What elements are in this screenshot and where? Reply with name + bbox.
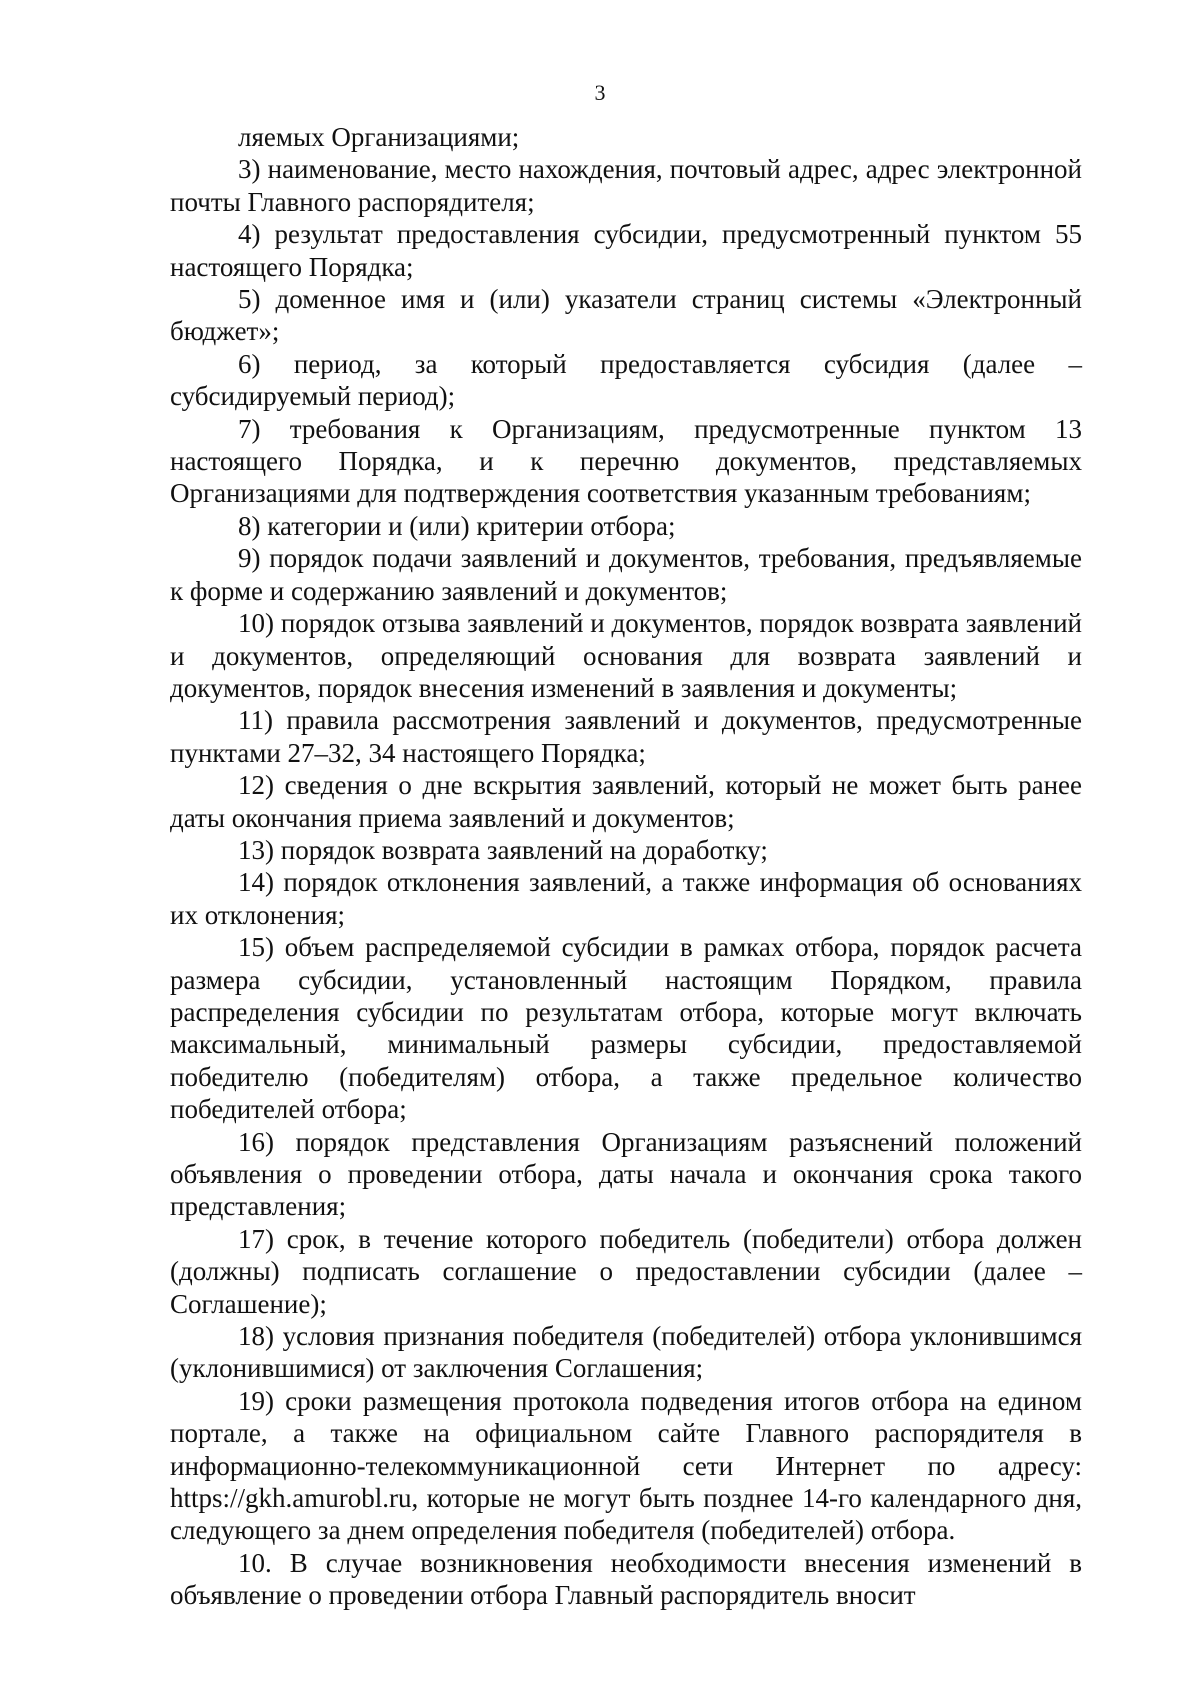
list-item-12: 12) сведения о дне вскрытия заявлений, который не может быть ранее даты окончания приема заявлений и документов; bbox=[170, 770, 1082, 833]
document-body bbox=[170, 121, 1082, 1612]
list-item-11: 11) правила рассмотрения заявлений и документов, предусмотренные пунктами 27–32, 34 настоящего Порядка; bbox=[170, 705, 1082, 768]
list-item-17: 17) срок, в течение которого победитель (победители) отбора должен (должны) подписать соглашение о предоставлении субсидии (далее – Соглашение); bbox=[170, 1223, 1082, 1319]
list-item-18: 18) условия признания победителя (победителей) отбора уклонившимся (уклонившимися) от заключения Соглашения; bbox=[170, 1321, 1082, 1384]
list-item-7: 7) требования к Организациям, предусмотренные пунктом 13 настоящего Порядка, и к перечню документов, представляемых Организациями для подтверждения соответствия указанным требованиям; bbox=[170, 413, 1082, 509]
list-item-9: 9) порядок подачи заявлений и документов, требования, предъявляемые к форме и содержанию заявлений и документов; bbox=[170, 543, 1082, 606]
list-item-3: 3) наименование, место нахождения, почтовый адрес, адрес электронной почты Главного распорядителя; bbox=[170, 154, 1082, 217]
list-item-6: 6) период, за который предоставляется субсидия (далее – субсидируемый период); bbox=[170, 348, 1082, 412]
paragraph-continuation: ляемых Организациями; bbox=[238, 122, 520, 152]
list-item-14: 14) порядок отклонения заявлений, а также информация об основаниях их отклонения; bbox=[170, 867, 1082, 930]
section-10-paragraph: 10. В случае возникновения необходимости внесения изменений в объявление о проведении отбора Главный распорядитель вносит bbox=[170, 1547, 1082, 1611]
list-item-16: 16) порядок представления Организациям разъяснений положений объявления о проведении отбора, даты начала и окончания срока такого представления; bbox=[170, 1126, 1082, 1222]
list-item-13: 13) порядок возврата заявлений на доработку; bbox=[238, 834, 768, 865]
list-item-4: 4) результат предоставления субсидии, предусмотренный пунктом 55 настоящего Порядка; bbox=[170, 219, 1082, 282]
list-item-8: 8) категории и (или) критерии отбора; bbox=[238, 510, 676, 541]
list-item-10: 10) порядок отзыва заявлений и документов, порядок возврата заявлений и документов, определяющий основания для возврата заявлений и документов, порядок внесения изменений в заявления и документы; bbox=[170, 608, 1082, 703]
list-item-15: 15) объем распределяемой субсидии в рамках отбора, порядок расчета размера субсидии, установленный настоящим Порядком, правила распределения субсидии по результатам отбора, которые могут включать максимальный, минимальный размеры субсидии, предоставляемой победителю (победителям) отбора, а также предельное количество победителей отбора; bbox=[170, 932, 1082, 1125]
list-item-5: 5) доменное имя и (или) указатели страниц системы «Электронный бюджет»; bbox=[170, 284, 1082, 347]
page-number: 3 bbox=[594, 80, 606, 105]
list-item-19: 19) сроки размещения протокола подведения итогов отбора на едином портале, а также на официальном сайте Главного распорядителя в информационно-телекоммуникационной сети Интернет по адресу: https://gkh.amurobl.ru, которые не могут быть позднее 14-го календарного дня, следующего за днем определения победителя (победителей) отбора. bbox=[170, 1385, 1082, 1546]
